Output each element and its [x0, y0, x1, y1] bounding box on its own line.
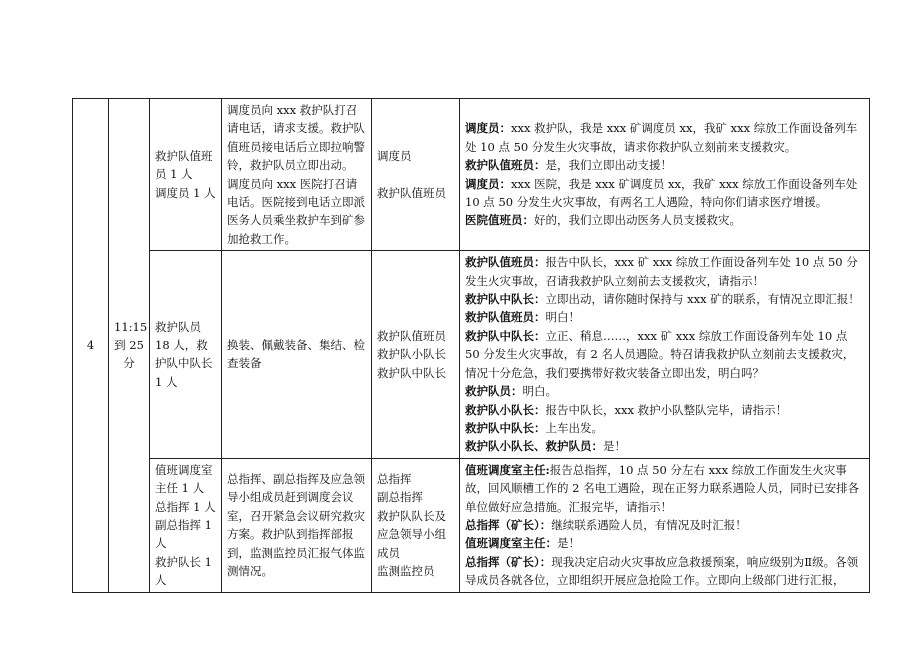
action-text: 换装、佩戴装备、集结、检查装备 — [227, 338, 365, 371]
dialogue-line — [465, 156, 864, 174]
dialogue-line — [465, 211, 864, 229]
step-number-cell — [73, 99, 109, 593]
table-row — [73, 458, 870, 592]
personnel-text: 救护队员 18 人，救护队中队长 1 人 — [155, 319, 213, 389]
dialogue-line — [465, 119, 864, 156]
dialogue-line — [465, 308, 864, 326]
speech: 明白。 — [522, 384, 557, 399]
personnel-cell — [150, 251, 222, 458]
dialogue-line — [465, 290, 864, 308]
speaker: 救护队值班员： — [465, 255, 546, 270]
dialogue-line — [465, 516, 864, 534]
time-line: 11:15 — [114, 319, 148, 334]
speech: 是！ — [557, 536, 580, 551]
dialogue-cell — [460, 251, 870, 458]
role-text: 总指挥 副总指挥 救护队队长及应急领导小组成员 监测监控员 — [377, 471, 446, 578]
speaker: 总指挥（矿长）： — [465, 517, 552, 532]
dialogue-line — [465, 461, 864, 516]
time-line: 分 — [123, 356, 135, 371]
action-text: 总指挥、副总指挥及应急领导小组成员赶到调度会议室，召开紧急会议研究救灾方案。救护队到指挥部报到，监测监控员汇报气体监测情况。 — [227, 471, 365, 578]
speech: 是！ — [603, 439, 626, 454]
personnel-text: 救护队值班员 1 人 调度员 1 人 — [155, 149, 216, 200]
time-line: 到 25 — [114, 338, 144, 353]
speaker: 救护队小队长： — [465, 402, 546, 417]
speaker: 救护队中队长： — [465, 420, 546, 435]
personnel-cell — [150, 99, 222, 251]
dialogue-cell — [460, 99, 870, 251]
personnel-cell — [150, 458, 222, 592]
role-cell — [372, 99, 460, 251]
dialogue-line — [465, 401, 864, 419]
action-text: 调度员向 xxx 救护队打召请电话，请求支援。救护队值班员接电话后立即拉响警铃，救护队员立即出动。 调度员向 xxx 医院打召请电话。医院接到电话立即派医务人员乘坐救护车到矿参加抢救工作。 — [227, 103, 365, 246]
speaker: 值班调度室主任: — [465, 462, 550, 477]
speaker: 救护队中队长： — [465, 292, 546, 307]
speech: xxx 医院，我是 xxx 矿调度员 xx，我矿 xxx 综放工作面设备列车处 10 点 50 分发生火灾事故，有两名工人遇险，特向你们请求医疗增援。 — [465, 176, 858, 210]
personnel-text: 值班调度室主任 1 人 总指挥 1 人 副总指挥 1 人 救护队长 1 人 — [155, 462, 216, 588]
dialogue-cell — [460, 458, 870, 592]
speaker: 救护队小队长、救护队员： — [465, 439, 603, 454]
dialogue-line — [465, 253, 864, 290]
step-number: 4 — [86, 338, 95, 353]
table-row — [73, 251, 870, 458]
action-cell — [222, 99, 372, 251]
role-cell — [372, 251, 460, 458]
speaker: 救护队中队长： — [465, 328, 546, 343]
role-cell — [372, 458, 460, 592]
dialogue-line — [465, 382, 864, 400]
drill-procedure-table — [72, 98, 870, 593]
speech: 报告中队长，xxx 矿 xxx 综放工作面设备列车处 10 点 50 分发生火灾事故，召请我救护队立刻前去支援救灾，请指示！ — [465, 255, 858, 288]
action-cell — [222, 251, 372, 458]
dialogue-line — [465, 327, 864, 382]
speaker: 救护队值班员： — [465, 310, 546, 325]
speech: 继续联系遇险人员，有情况及时汇报！ — [551, 517, 747, 532]
time-cell — [109, 99, 150, 593]
speech: xxx 救护队，我是 xxx 矿调度员 xx，我矿 xxx 综放工作面设备列车处 10 点 50 分发生火灾事故，请求你救护队立刻前来支援救灾。 — [465, 121, 858, 154]
table-row — [73, 99, 870, 251]
role-text: 救护队值班员 救护队小队长 救护队中队长 — [377, 328, 446, 380]
speaker: 值班调度室主任： — [465, 536, 557, 551]
dialogue-line — [465, 534, 864, 552]
speaker: 调度员： — [465, 176, 511, 191]
speech: 报告中队长，xxx 救护小队整队完毕，请指示！ — [545, 402, 788, 417]
dialogue-line — [465, 437, 864, 455]
speech: 明白！ — [545, 310, 580, 325]
speaker: 救护队值班员： — [465, 158, 546, 173]
speaker: 调度员： — [465, 121, 511, 136]
dialogue-line — [465, 553, 864, 590]
dialogue-line — [465, 419, 864, 437]
dialogue-line — [465, 175, 864, 212]
speaker: 医院值班员： — [465, 213, 534, 228]
speech: 立即出动，请你随时保持与 xxx 矿的联系，有情况立即汇报！ — [545, 292, 860, 307]
speech: 是，我们立即出动支援！ — [545, 158, 672, 173]
speaker: 救护队员： — [465, 384, 523, 399]
speaker: 总指挥（矿长）： — [465, 554, 552, 569]
speech: 上车出发。 — [545, 420, 603, 435]
action-cell — [222, 458, 372, 592]
speech: 报告总指挥，10 点 50 分左右 xxx 综放工作面发生火灾事故，回风顺槽工作的 2 名电工遇险，现在正努力联系遇险人员，同时已安排各单位做好应急措施。汇报完毕，请指示！ — [465, 462, 860, 514]
speech: 立正、稍息……，xxx 矿 xxx 综放工作面设备列车处 10 点 50 分发生火灾事故，有 2 名人员遇险。特召请我救护队立刻前去支援救灾，情况十分危急，我们要携带好救灾装备立即出发，明白吗？ — [465, 328, 855, 380]
speech: 现我决定启动火灾事故应急救援预案，响应级别为Ⅱ级。各领导成员各就各位，立即组织开展应急抢险工作。立即向上级部门进行汇报， — [465, 554, 859, 588]
role-text: 调度员 救护队值班员 — [377, 149, 446, 200]
speech: 好的，我们立即出动医务人员支援救灾。 — [534, 213, 741, 228]
